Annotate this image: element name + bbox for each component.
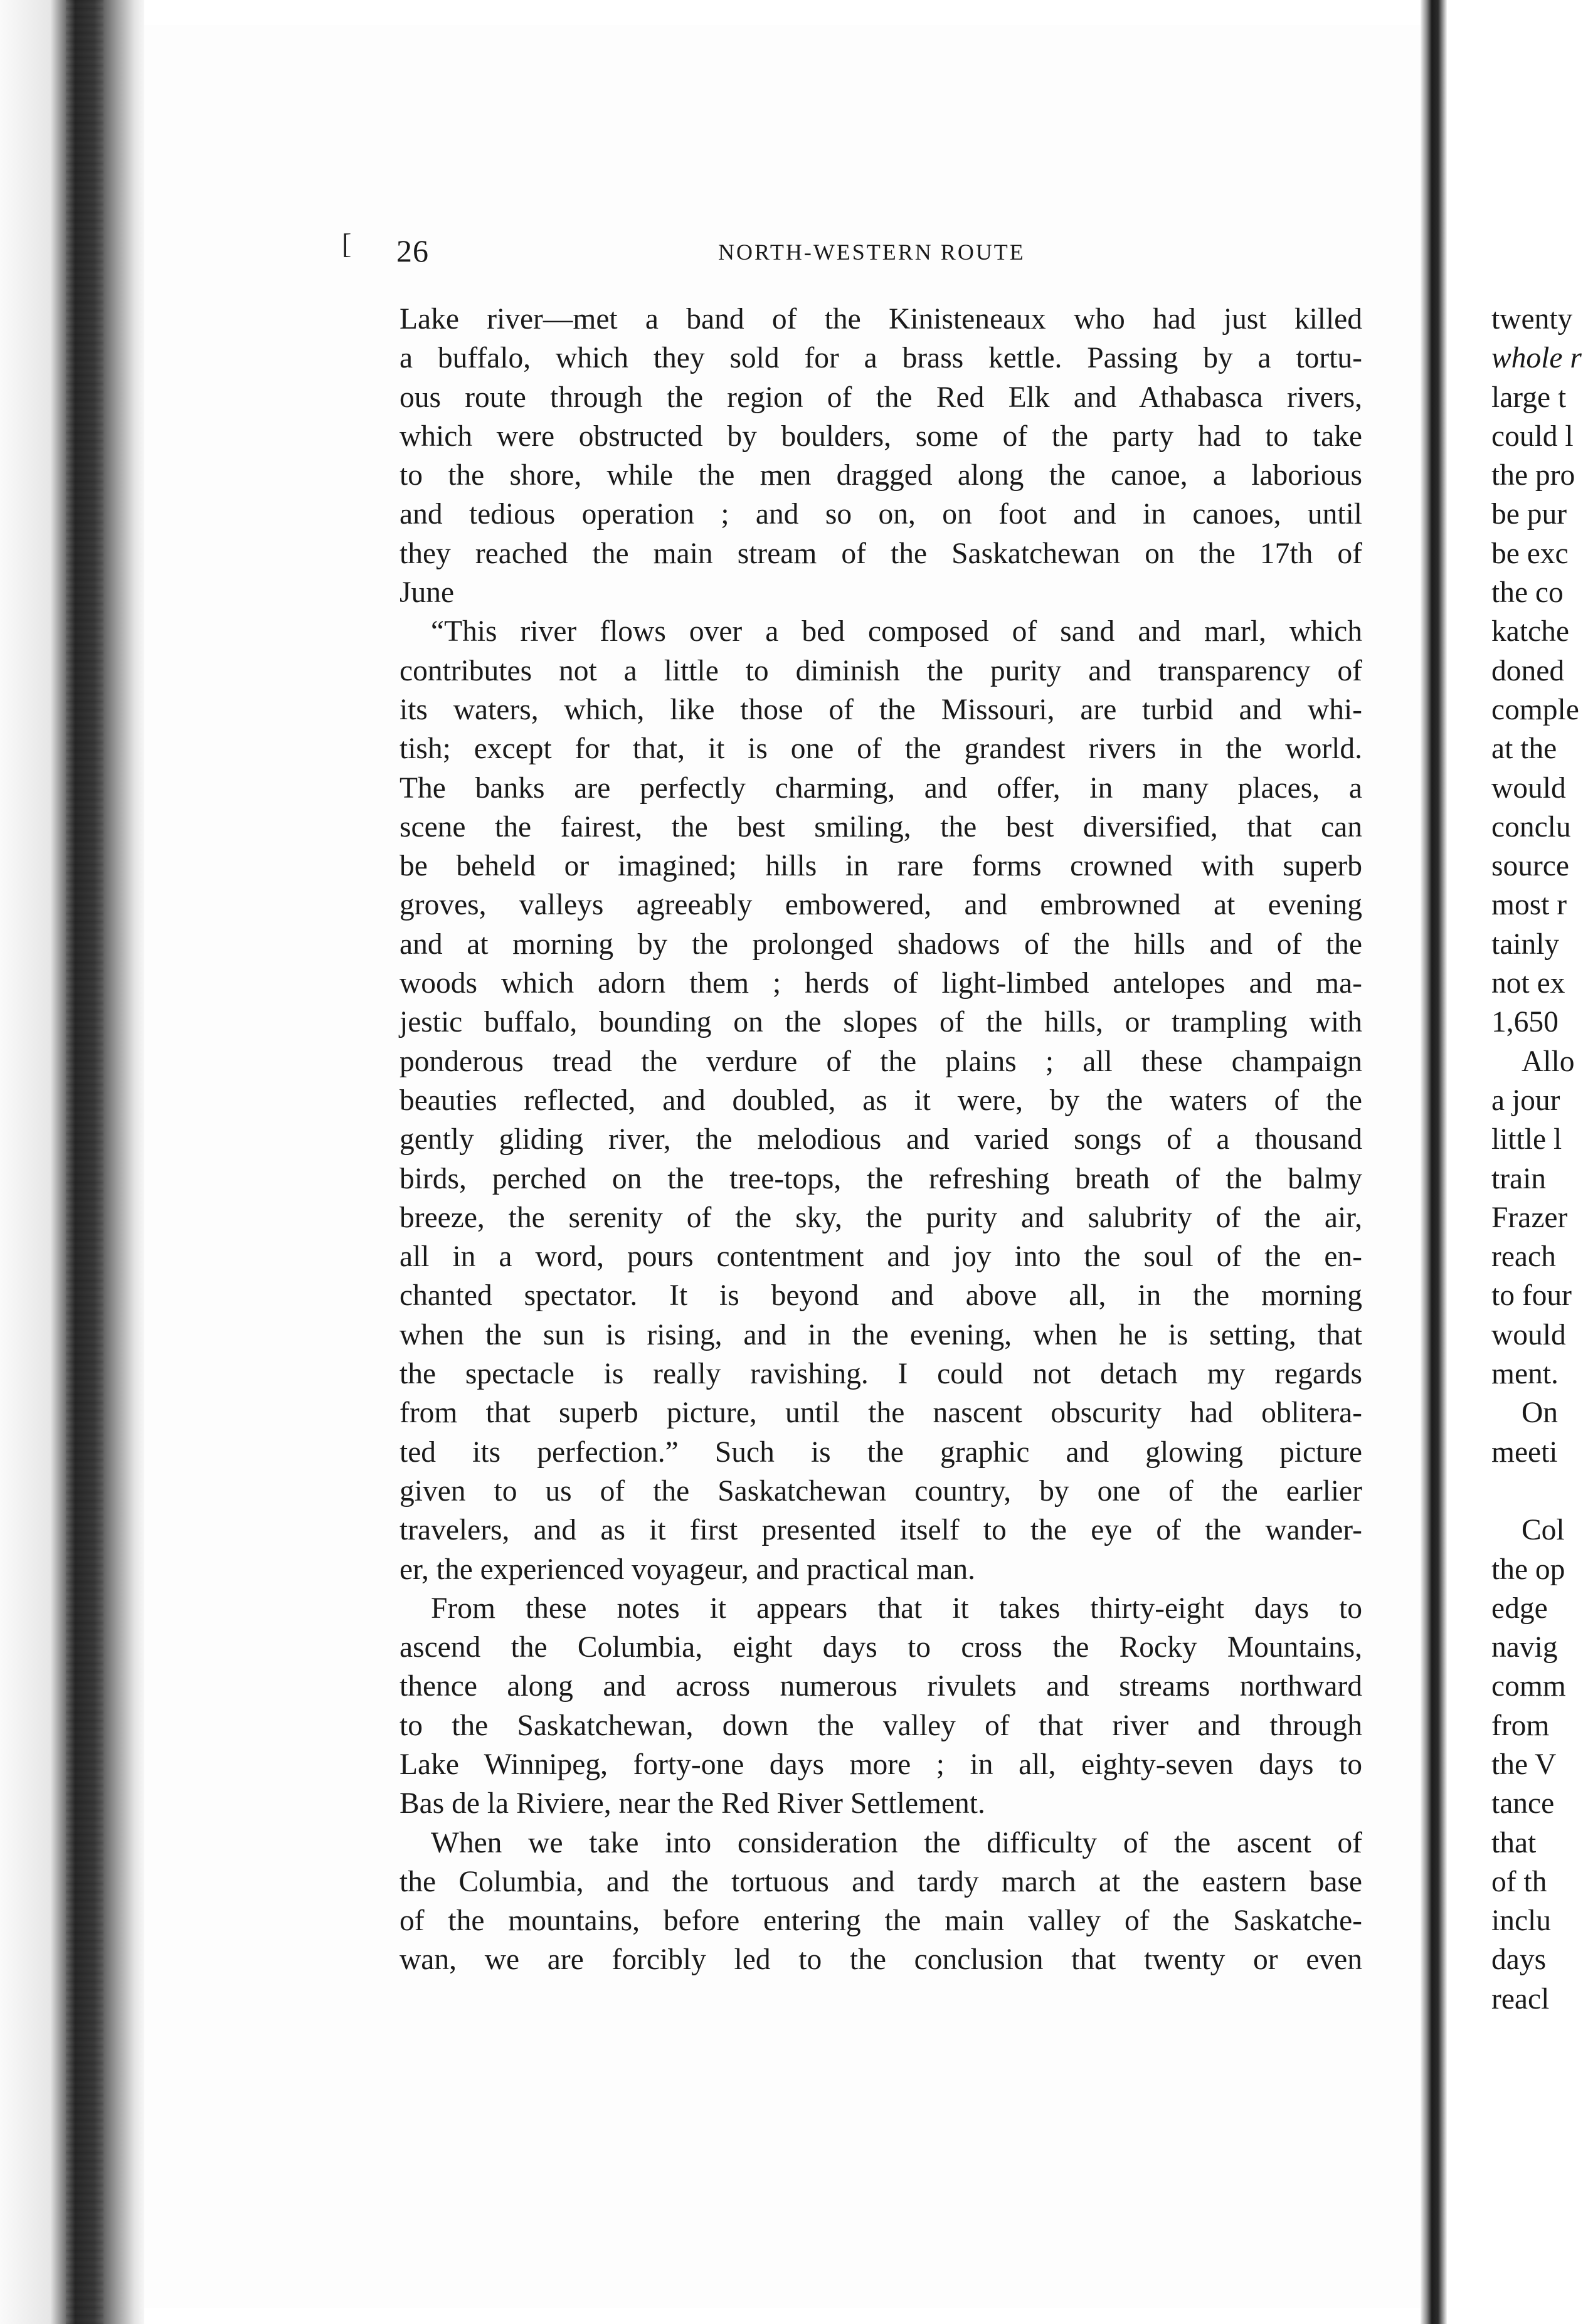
right-text-line: 1,650 — [1491, 1006, 1559, 1039]
right-text-line: of th — [1491, 1865, 1547, 1898]
right-text-line: the V — [1491, 1748, 1557, 1781]
right-text-line: to four — [1491, 1279, 1572, 1313]
text-line: tish; except for that, it is one of the grandest rivers in the world. — [400, 732, 1362, 766]
right-text-line: days — [1491, 1943, 1547, 1977]
running-head — [0, 229, 1588, 273]
right-text-line: comple — [1491, 693, 1579, 726]
text-line: given to us of the Saskatchewan country, by one of the earlier — [400, 1474, 1362, 1508]
margin-bracket: [ — [342, 228, 352, 260]
right-text-line: doned — [1491, 654, 1565, 687]
right-text-line: would — [1491, 1318, 1566, 1351]
right-text-line: twenty — [1491, 303, 1573, 335]
text-line: its waters, which, like those of the Missouri, are turbid and whi- — [400, 693, 1362, 726]
text-line: all in a word, pours contentment and joy into the soul of the en- — [400, 1240, 1362, 1274]
text-line: chanted spectator. It is beyond and above all, in the morning — [400, 1279, 1362, 1313]
right-text-line: inclu — [1491, 1904, 1551, 1938]
right-text-line: reach — [1491, 1240, 1556, 1274]
text-line: beauties reflected, and doubled, as it were, by the waters of the — [400, 1084, 1362, 1117]
text-line: thence along and across numerous rivulets and streams northward — [400, 1670, 1362, 1703]
right-text-line: the pro — [1491, 459, 1575, 492]
right-text-line: that — [1491, 1826, 1537, 1859]
right-text-line: at the — [1491, 732, 1557, 766]
right-text-line: the op — [1491, 1553, 1565, 1586]
text-line: which were obstructed by boulders, some of the party had to take — [400, 420, 1362, 453]
right-page-text — [1491, 300, 1588, 2019]
right-text-line: a jour — [1491, 1084, 1560, 1117]
right-text-line: little l — [1491, 1123, 1562, 1156]
text-line: ascend the Columbia, eight days to cross the Rocky Mountains, — [400, 1631, 1362, 1664]
text-line: when the sun is rising, and in the evening, when he is setting, that — [400, 1318, 1362, 1351]
book-spine — [1421, 0, 1447, 2324]
text-line: a buffalo, which they sold for a brass kettle. Passing by a tortu- — [400, 342, 1362, 375]
text-line: from that superb picture, until the nascent obscurity had oblitera- — [400, 1397, 1362, 1430]
text-line: gently gliding river, the melodious and varied songs of a thousand — [400, 1123, 1362, 1156]
text-line: ted its perfection.” Such is the graphic and glowing picture — [400, 1435, 1362, 1469]
right-text-line: could l — [1491, 420, 1574, 453]
right-text-line: not ex — [1491, 967, 1565, 1000]
left-binding-edge — [0, 0, 144, 2324]
text-line: and at morning by the prolonged shadows of the hills and of the — [400, 927, 1362, 961]
text-line: “This river flows over a bed composed of sand and marl, which — [431, 615, 1362, 648]
text-line: the spectacle is really ravishing. I could not detach my regards — [400, 1358, 1362, 1391]
text-line: Lake river—met a band of the Kinisteneaux who had just killed — [400, 303, 1362, 335]
right-text-line: be exc — [1491, 537, 1569, 570]
right-text-line: source — [1491, 850, 1569, 883]
right-text-line: from — [1491, 1709, 1550, 1742]
right-text-line: navig — [1491, 1631, 1558, 1664]
text-line: contributes not a little to diminish the purity and transparency of — [400, 654, 1362, 687]
text-line: of the mountains, before entering the main valley of the Saskatche- — [400, 1904, 1362, 1938]
running-head-title: NORTH-WESTERN ROUTE — [718, 240, 1025, 265]
text-line: ous route through the region of the Red Elk and Athabasca rivers, — [400, 381, 1362, 414]
right-text-line: be pur — [1491, 498, 1567, 531]
right-text-line: ment. — [1491, 1358, 1559, 1391]
text-line: woods which adorn them ; herds of light-limbed antelopes and ma- — [400, 967, 1362, 1000]
text-line: From these notes it appears that it takes thirty-eight days to — [431, 1592, 1362, 1625]
text-line: The banks are perfectly charming, and offer, in many places, a — [400, 771, 1362, 805]
text-line: June — [400, 576, 455, 610]
right-text-line: On — [1522, 1397, 1559, 1430]
text-line: breeze, the serenity of the sky, the purity and salubrity of the air, — [400, 1201, 1362, 1234]
text-line: wan, we are forcibly led to the conclusion that twenty or even — [400, 1943, 1362, 1977]
text-line: scene the fairest, the best smiling, the best diversified, that can — [400, 810, 1362, 843]
text-line: ponderous tread the verdure of the plains ; all these champaign — [400, 1045, 1362, 1078]
text-line: they reached the main stream of the Saskatchewan on the 17th of — [400, 537, 1362, 570]
right-text-line: whole r — [1491, 342, 1582, 375]
right-text-line: would — [1491, 771, 1566, 805]
right-text-line: most r — [1491, 889, 1567, 922]
text-line: travelers, and as it first presented itself to the eye of the wander- — [400, 1514, 1362, 1547]
right-text-line: train — [1491, 1162, 1547, 1195]
text-line: to the Saskatchewan, down the valley of that river and through — [400, 1709, 1362, 1742]
right-text-line: the co — [1491, 576, 1564, 610]
text-line: and tedious operation ; and so on, on foot and in canoes, until — [400, 498, 1362, 531]
body-text — [400, 300, 1362, 1980]
right-text-line: tainly — [1491, 927, 1560, 961]
text-line: Bas de la Riviere, near the Red River Settlement. — [400, 1787, 985, 1820]
page-number: 26 — [396, 233, 429, 268]
right-text-line: edge — [1491, 1592, 1548, 1625]
right-text-line: Allo — [1522, 1045, 1575, 1078]
text-line: be beheld or imagined; hills in rare forms crowned with superb — [400, 850, 1362, 883]
text-line: the Columbia, and the tortuous and tardy march at the eastern base — [400, 1865, 1362, 1898]
text-line: groves, valleys agreeably embowered, and embrowned at evening — [400, 889, 1362, 922]
text-line: Lake Winnipeg, forty-one days more ; in all, eighty-seven days to — [400, 1748, 1362, 1781]
right-text-line: tance — [1491, 1787, 1555, 1820]
right-text-line: conclu — [1491, 810, 1571, 843]
right-text-line: katche — [1491, 615, 1569, 648]
text-line: er, the experienced voyageur, and practical man. — [400, 1553, 976, 1586]
right-text-line: meeti — [1491, 1435, 1558, 1469]
right-text-line: large t — [1491, 381, 1567, 414]
right-text-line: Col — [1522, 1514, 1565, 1547]
right-text-line: comm — [1491, 1670, 1566, 1703]
right-text-line: Frazer — [1491, 1201, 1568, 1234]
text-line: When we take into consideration the difficulty of the ascent of — [431, 1826, 1362, 1859]
right-text-line — [1491, 1472, 1588, 1511]
text-line: birds, perched on the tree-tops, the refreshing breath of the balmy — [400, 1162, 1362, 1195]
text-line: jestic buffalo, bounding on the slopes of the hills, or trampling with — [400, 1006, 1362, 1039]
right-text-line: reacl — [1491, 1982, 1550, 2015]
text-line: to the shore, while the men dragged along the canoe, a laborious — [400, 459, 1362, 492]
